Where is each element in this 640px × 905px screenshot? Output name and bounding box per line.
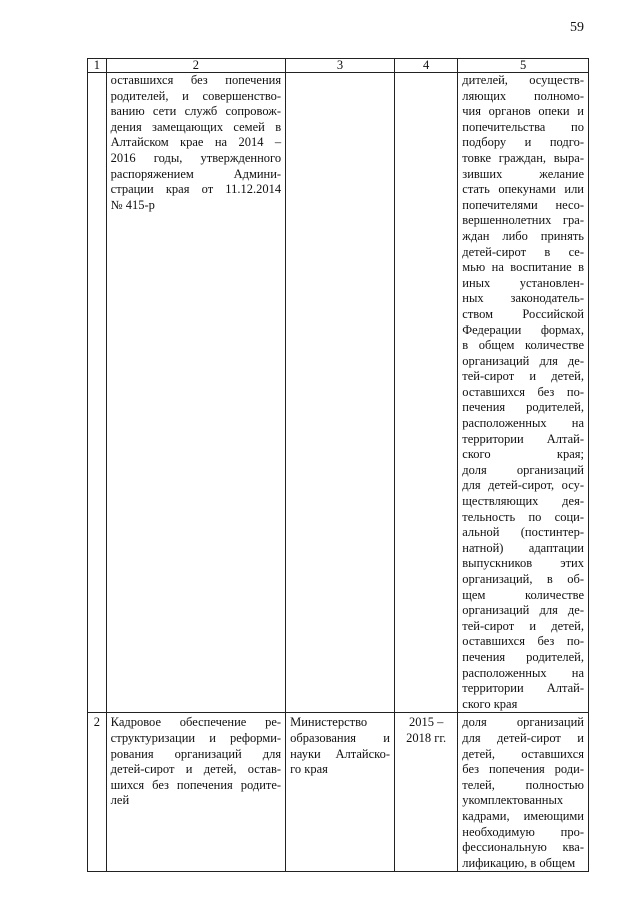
cell-text-line: оставшихся без по- — [462, 634, 584, 649]
cell-text-line: иных установлен- — [462, 275, 584, 290]
cell-measure-name — [106, 713, 285, 872]
cell-text-line: образования и — [290, 730, 390, 745]
cell-text-line: зивших желание — [462, 166, 584, 181]
cell-text-line: детей, оставшихся — [462, 746, 584, 761]
table-row-continued — [88, 73, 589, 713]
cell-text-line: оставшихся без по- — [462, 384, 584, 399]
cell-text-line: ществляющих дея- — [462, 494, 584, 509]
cell-text-line: ванию сети служб сопровож- — [110, 104, 282, 119]
cell-text-line: ляющих полномо- — [462, 88, 584, 103]
cell-text-line: 2016 годы, утвержденного — [110, 150, 282, 165]
cell-text-line: оставшихся без попечения — [110, 73, 282, 87]
cell-text-line: доля организаций — [462, 462, 584, 477]
cell-text-line: фессиональную ква- — [462, 840, 584, 855]
cell-text-line: 2018 гг. — [406, 730, 447, 745]
cell-text-line: доля организаций — [462, 715, 584, 730]
cell-text-line: территории Алтай- — [462, 681, 584, 696]
cell-text-line: натной) адаптации — [462, 540, 584, 555]
cell-text-line: 2 — [93, 715, 100, 730]
cell-text-line: попечителями несо- — [462, 197, 584, 212]
cell-text-line: печения родителей, — [462, 649, 584, 664]
cell-measure-name — [106, 73, 285, 713]
cell-text-line: го края — [290, 762, 328, 777]
cell-text-line: Министерство — [290, 715, 368, 730]
cell-text-line: тей-сирот и детей, — [462, 618, 584, 633]
cell-indicator — [458, 713, 589, 872]
cell-text-line: попечительства по — [462, 119, 584, 134]
cell-text-line: лей — [110, 793, 130, 808]
cell-text-line: Кадровое обеспечение ре- — [110, 715, 282, 730]
cell-text-line: шихся без попечения родите- — [110, 777, 282, 792]
header-col-4: 4 — [395, 59, 458, 73]
cell-text-line: № 415-р — [110, 197, 155, 212]
cell-text-line: кадрами, имеющими — [462, 808, 584, 823]
cell-text-line: лификацию, в общем — [462, 855, 576, 870]
cell-text-line: для детей-сирот и — [462, 730, 584, 745]
cell-text-line: тей-сирот и детей, — [462, 369, 584, 384]
cell-text-line: территории Алтай- — [462, 431, 584, 446]
cell-text-line: альной (постинтер- — [462, 525, 584, 540]
cell-text-line: без попечения роди- — [462, 762, 584, 777]
cell-text-line: тельность по соци- — [462, 509, 584, 524]
cell-period — [395, 713, 458, 872]
cell-text-line: Алтайском крае на 2014 – — [110, 135, 282, 150]
cell-text-line: страции края от 11.12.2014 — [110, 182, 282, 197]
cell-text-line: расположенных на — [462, 416, 584, 431]
cell-number — [88, 73, 107, 713]
cell-text-line: расположенных на — [462, 665, 584, 680]
cell-text-line: ского края — [462, 696, 518, 711]
header-col-5: 5 — [458, 59, 589, 73]
cell-text-line: ных законодатель- — [462, 291, 584, 306]
cell-executor — [286, 73, 395, 713]
cell-text-line: распоряжением Админи- — [110, 166, 282, 181]
cell-text-line: телей, полностью — [462, 777, 584, 792]
cell-text-line: ждан либо принять — [462, 228, 584, 243]
cell-text-line: науки Алтайско- — [290, 746, 390, 761]
cell-indicator — [458, 73, 589, 713]
cell-text-line: чия органов опеки и — [462, 104, 584, 119]
cell-text-line: мью на воспитание в — [462, 260, 584, 275]
cell-text-line: организаций для де- — [462, 353, 584, 368]
table-row-2 — [88, 713, 589, 872]
cell-period — [395, 73, 458, 713]
cell-text-line: дителей, осуществ- — [462, 73, 584, 87]
cell-text-line: ского края; — [462, 447, 584, 462]
cell-text-line: организаций, в об- — [462, 572, 584, 586]
cell-text-line: товке граждан, выра- — [462, 150, 584, 165]
cell-text-line: щем количестве — [462, 587, 584, 602]
header-col-2: 2 — [106, 59, 285, 73]
cell-text-line: родителей, и совершенство- — [110, 88, 282, 103]
cell-text-line: подбору и подго- — [462, 135, 584, 150]
cell-executor — [286, 713, 395, 872]
cell-text-line: вершеннолетних гра- — [462, 213, 584, 228]
table-header-row — [88, 59, 589, 73]
cell-text-line: Федерации формах, — [462, 322, 584, 337]
cell-text-line: в общем количестве — [462, 338, 584, 353]
page-number: 59 — [570, 20, 584, 35]
cell-number — [88, 713, 107, 872]
cell-text-line: детей-сирот и детей, остав- — [110, 762, 282, 777]
measures-table — [87, 58, 589, 872]
cell-text-line: организаций для де- — [462, 603, 584, 618]
cell-text-line: необходимую про- — [462, 824, 584, 839]
cell-text-line: укомплектованных — [462, 793, 564, 808]
cell-text-line: ством Российской — [462, 306, 584, 321]
header-col-3: 3 — [286, 59, 395, 73]
cell-text-line: детей-сирот в се- — [462, 244, 584, 259]
cell-text-line: выпускников этих — [462, 556, 584, 571]
cell-text-line: печения родителей, — [462, 400, 584, 415]
cell-text-line: дения замещающих семей в — [110, 119, 282, 134]
cell-text-line: для детей-сирот, осу- — [462, 478, 584, 493]
cell-text-line: 2015 – — [408, 715, 444, 730]
header-col-1: 1 — [88, 59, 107, 73]
cell-text-line: рования организаций для — [110, 746, 282, 761]
cell-text-line: стать опекунами или — [462, 182, 584, 197]
cell-text-line: структуризации и реформи- — [110, 730, 282, 745]
